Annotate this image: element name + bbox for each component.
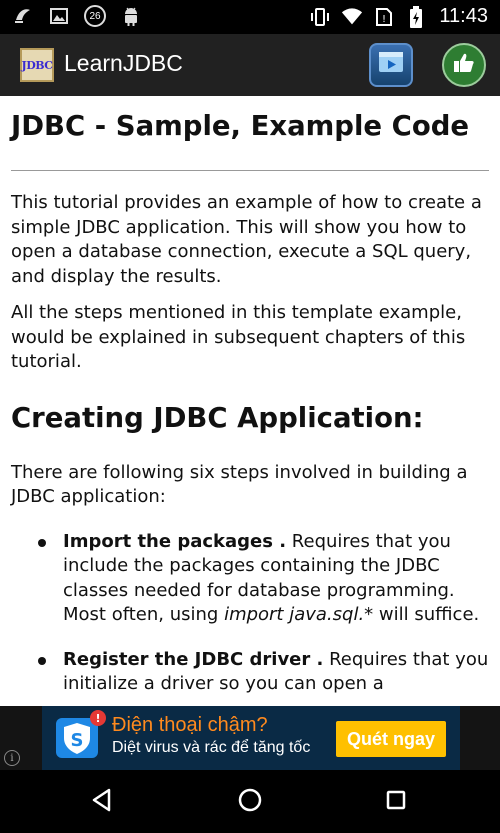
step-text: Requires that you include the packages containing the JDBC classes needed for database programming. Most often, using xyxy=(63,530,455,625)
app-logo-text: JDBC xyxy=(21,58,53,72)
list-item xyxy=(35,530,489,628)
thumbs-up-icon xyxy=(451,50,477,80)
steps-list xyxy=(11,530,489,697)
status-bar-right xyxy=(309,5,488,28)
list-item xyxy=(35,648,489,697)
ad-content[interactable] xyxy=(42,706,460,770)
status-bar-left xyxy=(12,5,142,27)
svg-text:S: S xyxy=(70,730,84,751)
bullet xyxy=(38,657,46,665)
title-divider xyxy=(11,170,489,171)
recents-icon xyxy=(384,788,408,816)
ad-banner[interactable] xyxy=(0,706,500,770)
recents-button[interactable] xyxy=(378,784,414,820)
steps-note-paragraph: All the steps mentioned in this template example, would be explained in subsequent chapters of this tutorial. xyxy=(11,302,466,372)
app-bar xyxy=(0,34,500,96)
back-icon xyxy=(89,787,115,817)
page-title: JDBC - Sample, Example Code xyxy=(11,110,470,142)
step-title: Import the packages . xyxy=(63,530,287,552)
notification-count-badge: 26 xyxy=(84,5,106,27)
app-title: LearnJDBC xyxy=(64,50,183,76)
back-button[interactable] xyxy=(84,784,120,820)
clock: 11:43 xyxy=(439,5,488,27)
navigation-bar xyxy=(0,770,500,833)
wifi-icon xyxy=(341,6,363,28)
vibrate-icon xyxy=(309,6,331,28)
android-icon xyxy=(120,5,142,27)
video-button[interactable] xyxy=(369,43,413,87)
like-button[interactable] xyxy=(442,43,486,87)
intro-paragraph: This tutorial provides an example of how to create a simple JDBC application. This will show you how to open a database connection, execute a SQL query, and display the results. xyxy=(11,192,482,287)
step-text-end: will suffice. xyxy=(373,604,480,625)
section-heading: Creating JDBC Application: xyxy=(11,401,424,434)
home-icon xyxy=(237,787,263,817)
bullet xyxy=(38,539,46,547)
no-sim-icon xyxy=(373,6,395,28)
ad-alert-badge: ! xyxy=(90,710,106,726)
ad-cta-button[interactable]: Quét ngay xyxy=(336,721,446,757)
video-icon xyxy=(376,48,406,82)
step-title: Register the JDBC driver . xyxy=(63,648,324,670)
hangouts-icon xyxy=(12,5,34,27)
image-icon xyxy=(48,5,70,27)
step-code: import java.sql.* xyxy=(224,604,374,625)
article-content[interactable] xyxy=(0,96,500,706)
svg-text:!: ! xyxy=(382,13,387,25)
status-bar xyxy=(0,0,500,34)
app-logo xyxy=(20,48,54,82)
ad-subline: Diệt virus và rác để tăng tốc xyxy=(112,739,311,756)
home-button[interactable] xyxy=(232,784,268,820)
section-intro-paragraph: There are following six steps involved in building a JDBC application: xyxy=(11,461,468,507)
ad-headline: Điện thoại chậm? xyxy=(112,714,268,736)
step-text: Requires that you initialize a driver so you can open a xyxy=(63,648,489,694)
battery-charging-icon xyxy=(405,6,427,28)
ad-info-icon[interactable]: i xyxy=(4,750,20,766)
